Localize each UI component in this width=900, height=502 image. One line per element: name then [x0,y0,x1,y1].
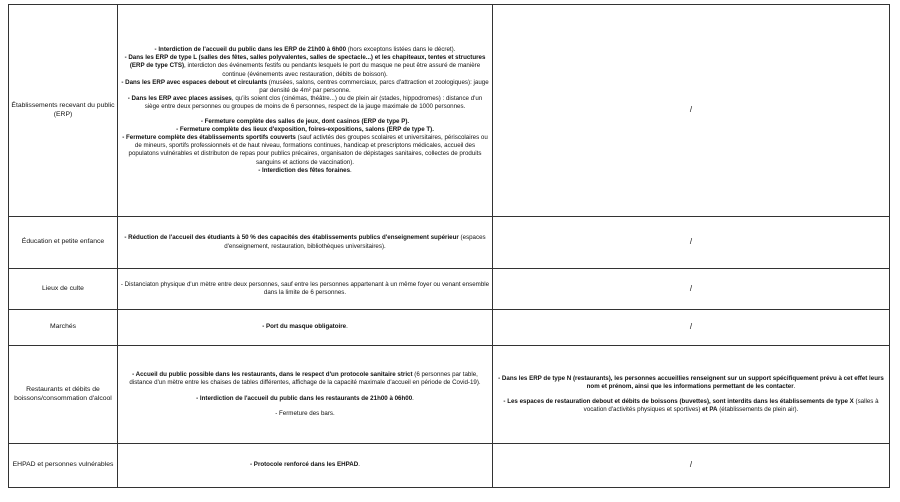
category-cell [9,346,118,444]
other-measures-cell [493,310,890,346]
measure-text-bold: - Les espaces de restauration debout et débits de boissons (buvettes), sont interdits dans les établissements de type X [503,398,854,405]
measure-text-bold: - Accueil du public possible dans les restaurants, dans le respect d'un protocole sanitaire strict [132,371,413,379]
measure-paragraph [120,95,490,111]
measure-text-bold: - Interdiction de l'accueil du public dans les restaurants de 21h00 à 06h00 [196,394,413,402]
measure-text-bold: - Port du masque obligatoire [262,323,347,331]
category-label: Lieux de culte [42,284,84,292]
category-cell [9,269,118,310]
measure-text: , interdicton des événements festifs ou pendants lesquels le port du masque ne peut être assuré de manière continue (événements avec restauration, débits de boisson). [184,62,481,78]
measure-paragraph [120,410,490,418]
paragraph-spacer [120,111,490,118]
category-label: EHPAD et personnes vulnérables [12,461,114,469]
measure-text-bold: - Interdiction des fêtes foraines [258,166,351,174]
category-label: Restaurants et débits de boissons/consommation d'alcool [14,386,112,402]
category-label: Établissements recevant du public (ERP) [11,102,115,118]
measure-text-bold: - Interdiction de l'accueil du public dans les ERP de 21h00 à 6h00 [154,46,347,54]
table-row [9,310,890,346]
measure-text-bold: - Dans les ERP de type L (salles des fêtes, salles polyvalentes, salles de spectacle...) et les chapiteaux, tentes et structures (ERP de type CTS) [124,54,486,70]
measure-paragraph [120,395,490,403]
measure-text: (hors exceptons listées dans le décret). [346,46,456,54]
measure-paragraph [120,54,490,78]
measure-paragraph [120,46,490,54]
measures-cell [118,5,493,217]
empty-slash: / [689,460,693,470]
table-row [9,269,890,310]
measure-text: (espaces d'enseignement, restauration, bibliothèques universitaires). [224,234,486,250]
measure-text: . [358,461,360,469]
measure-paragraph [120,234,490,250]
measure-text: (établissements de plein air). [717,406,799,414]
measure-text: (musées, salons, centres commerciaux, parcs d'attraction et zoologiques): jauge par densité de 4m² par personne. [259,78,489,94]
category-cell [9,444,118,488]
measure-paragraph [120,281,490,297]
category-label: Marchés [49,323,77,331]
other-measures-cell [493,444,890,488]
empty-slash: / [689,283,693,293]
measures-cell [118,444,493,488]
measure-text-bold: - Fermeture complète des salles de jeux, dont casinos (ERP de type P). [200,118,410,126]
measure-paragraph [120,371,490,387]
paragraph-spacer [495,391,887,398]
measure-text: , qu'ils soient clos (cinémas, théâtre...) ou de plein air (stades, hippodromes) : distance d'un siège entre deux personnes ou groupes de moins de 6 personnes, respect de la jauge maximale de 1000 personnes. [144,94,483,110]
measure-text-bold: - Fermeture complète des lieux d'exposition, foires-expositions, salons (ERP de type T). [176,126,434,134]
measure-paragraph [120,79,490,95]
measure-text: (6 personnes par table, distance d'un mètre entre les chaises de tables différentes, affichage de la capacité maximale d'accueil en période de Covid-19). [129,371,481,387]
measure-text-bold: et PA [702,406,718,414]
measure-text: (salles à vocation d'activités physiques et sportives) [583,398,879,414]
measure-text: . [793,382,796,390]
measure-paragraph [120,461,490,469]
empty-slash: / [689,237,693,247]
table-row [9,217,890,269]
table-row [9,5,890,217]
empty-slash: / [689,322,693,332]
measure-text: . [412,394,414,402]
measure-paragraph [495,398,887,414]
measure-text-bold: - Dans les ERP avec espaces debout et circulants [121,78,268,86]
table-row [9,346,890,444]
measure-paragraph [120,118,490,126]
paragraph-spacer [120,388,490,395]
other-measures-cell [493,5,890,217]
measure-text: . [350,166,352,174]
measure-text: . [346,323,348,331]
table-row [9,444,890,488]
empty-slash: / [689,105,693,115]
measure-text: (sauf activtés des groupes scolaires et universitaires, périscolaires ou de mineurs, sportifs professionnels et de haut niveau, formations continues, handicap et prescriptons médicales, accueil des populatons vulnérables et distributon de repas pour publics précaires, organisaton de dépistages sanitaires, collectes de produits sanguins et actions de vaccination). [128,134,488,166]
other-measures-cell [493,217,890,269]
other-measures-cell [493,269,890,310]
measures-table [8,4,890,488]
measures-cell [118,310,493,346]
measure-text: - Fermeture des bars. [275,409,335,417]
category-cell [9,310,118,346]
measure-paragraph [120,167,490,175]
measure-text-bold: - Dans les ERP avec places assises [127,94,232,102]
category-cell [9,217,118,269]
measure-paragraph [120,126,490,134]
measure-text-bold: - Protocole renforcé dans les EHPAD [250,461,359,469]
paragraph-spacer [120,403,490,410]
measure-paragraph [495,375,887,391]
other-measures-cell [493,346,890,444]
measure-text-bold: - Dans les ERP de type N (restaurants), les personnes accueillies renseignent sur un support spécifiquement prévu à cet effet leurs nom et prénom, ainsi que les informations permettant de les contacter [498,374,884,390]
measure-text: - Distanciaton physique d'un mètre entre deux personnes, sauf entre les personnes appartenant à un même foyer ou venant ensemble dans la limite de 6 personnes. [120,280,490,296]
measure-paragraph [120,134,490,166]
measures-cell [118,346,493,444]
measure-text-bold: - Réduction de l'accueil des étudiants à 50 % des capacités des établissements publics d'enseignement supérieur [124,234,459,242]
measure-text-bold: - Fermeture complète des établissements sportifs couverts [122,134,296,142]
category-cell [9,5,118,217]
category-label: Éducation et petite enfance [21,238,105,246]
measures-cell [118,269,493,310]
measure-paragraph [120,323,490,331]
measures-cell [118,217,493,269]
